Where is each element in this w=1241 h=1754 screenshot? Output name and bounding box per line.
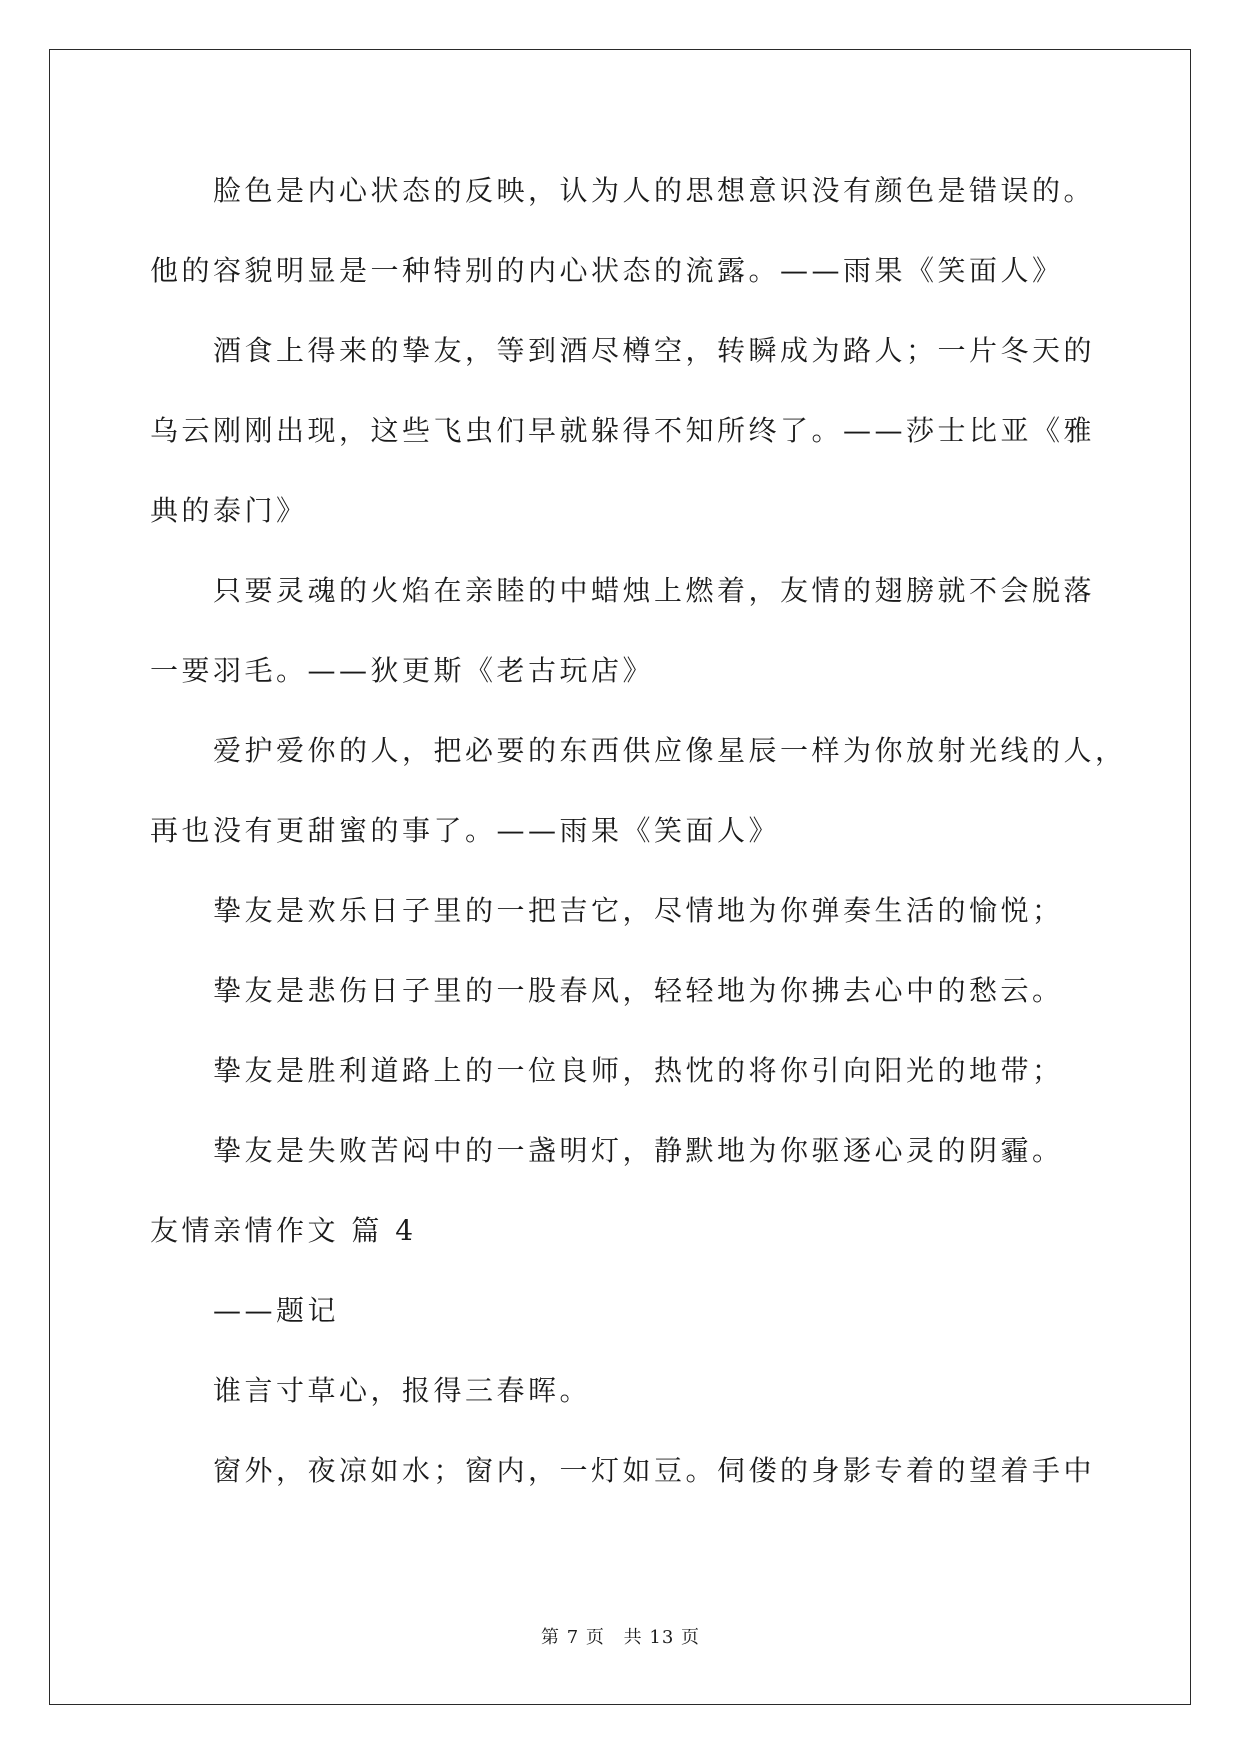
text-line: 只要灵魂的火焰在亲睦的中蜡烛上燃着，友情的翅膀就不会脱落 bbox=[213, 574, 1096, 607]
page-footer bbox=[0, 1626, 1241, 1650]
text-line: 典的泰门》 bbox=[150, 494, 308, 527]
text-line: 乌云刚刚出现，这些飞虫们早就躲得不知所终了。——莎士比亚《雅 bbox=[150, 414, 1096, 447]
text-line: 挚友是悲伤日子里的一股春风，轻轻地为你拂去心中的愁云。 bbox=[213, 974, 1064, 1007]
text-line: 爱护爱你的人，把必要的东西供应像星辰一样为你放射光线的人， bbox=[213, 734, 1127, 767]
page-number: 第 7 页 bbox=[541, 1627, 605, 1648]
text-line: 窗外，夜凉如水；窗内，一灯如豆。伺偻的身影专着的望着手中 bbox=[213, 1454, 1096, 1487]
text-line: ——题记 bbox=[213, 1294, 340, 1327]
text-line: 再也没有更甜蜜的事了。——雨果《笑面人》 bbox=[150, 814, 781, 847]
text-line: 谁言寸草心，报得三春晖。 bbox=[213, 1374, 592, 1407]
text-line: 酒食上得来的挚友，等到酒尽樽空，转瞬成为路人；一片冬天的 bbox=[213, 334, 1096, 367]
section-heading: 友情亲情作文 篇 4 bbox=[150, 1214, 417, 1247]
text-line: 挚友是失败苦闷中的一盏明灯，静默地为你驱逐心灵的阴霾。 bbox=[213, 1134, 1064, 1167]
text-line: 脸色是内心状态的反映，认为人的思想意识没有颜色是错误的。 bbox=[213, 174, 1096, 207]
text-line: 挚友是欢乐日子里的一把吉它，尽情地为你弹奏生活的愉悦； bbox=[213, 894, 1064, 927]
text-line: 一要羽毛。——狄更斯《老古玩店》 bbox=[150, 654, 655, 687]
text-line: 他的容貌明显是一种特别的内心状态的流露。——雨果《笑面人》 bbox=[150, 254, 1064, 287]
text-line: 挚友是胜利道路上的一位良师，热忱的将你引向阳光的地带； bbox=[213, 1054, 1064, 1087]
page-total: 共 13 页 bbox=[623, 1627, 700, 1648]
